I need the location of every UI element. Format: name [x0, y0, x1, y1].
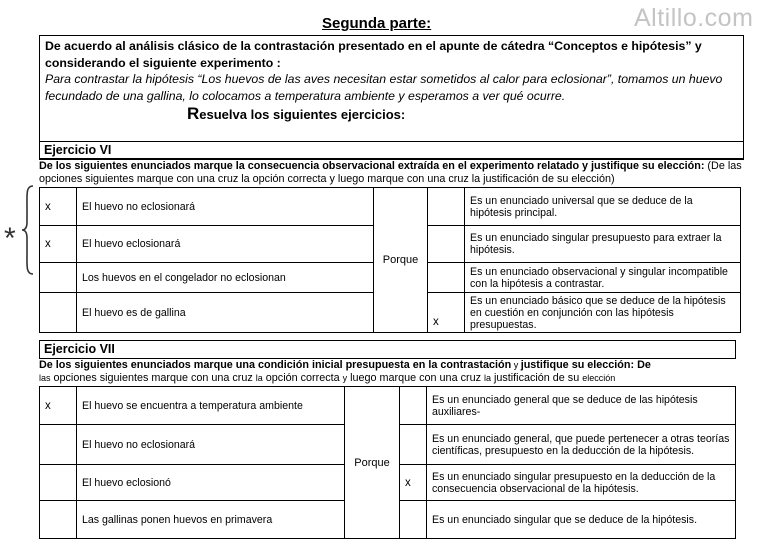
ex7-justification-mark[interactable]: x: [400, 465, 427, 501]
ex6-statement-rest: (De las opciones siguientes marque con una cruz la opción correcta y luego marque con una cruz la justificación de su elección): [39, 160, 742, 185]
ex7-option-mark[interactable]: [40, 465, 77, 501]
ex7-option-mark[interactable]: [40, 501, 77, 539]
ex7-option-text: El huevo no eclosionará: [77, 425, 345, 465]
ex7-porque: Porque: [345, 387, 400, 539]
ex7-s2i: elección: [582, 373, 616, 383]
ex7-s2f: luego marque con una cruz: [347, 372, 484, 384]
resuelva-text: esuelva los siguientes ejercicios:: [199, 107, 406, 122]
ex7-justification-mark[interactable]: [400, 501, 427, 539]
ex7-justification-text: Es un enunciado singular que se deduce de la hipótesis.: [427, 501, 736, 539]
ex7-s2e: y: [342, 373, 348, 383]
ex6-option-text: El huevo no eclosionará: [77, 188, 374, 226]
ex7-option-text: Las gallinas ponen huevos en primavera: [77, 501, 345, 539]
ex6-justification-text: Es un enunciado observacional y singular incompatible con la hipótesis a contrastar.: [465, 263, 741, 293]
ex7-statement-bold2: justifique su elección:: [520, 359, 635, 371]
ex7-justification-mark[interactable]: [400, 425, 427, 465]
ex6-option-text: El huevo es de gallina: [77, 293, 374, 333]
ex7-statement-bold: De los siguientes enunciados marque una condición inicial presupuesta en la contrastación: [39, 359, 512, 371]
ex6-justification-text: Es un enunciado básico que se deduce de la hipótesis en cuestión en conjunción con las hipótesis presupuestas.: [465, 293, 741, 333]
intro-experiment: Para contrastar la hipótesis “Los huevos de las aves necesitan estar sometidos al calor para eclosionar”, tomamos un huevo fecundado de una gallina, lo colocamos a temperatura ambiente y esperamos a ver qué ocurre.: [45, 72, 723, 103]
intro-instruction: De acuerdo al análisis clásico de la contrastación presentado en el apunte de cátedra “Conceptos e hipótesis” y considerando el siguiente experimento :: [45, 39, 702, 70]
ex6-justification-mark[interactable]: [428, 226, 465, 263]
curly-brace-mark: [20, 184, 36, 276]
ex6-option-text: El huevo eclosionará: [77, 226, 374, 263]
ex6-option-mark[interactable]: x: [40, 226, 77, 263]
ex7-s2a: las: [39, 373, 51, 383]
ex7-s2c: la: [255, 373, 263, 383]
ex6-justification-text: Es un enunciado universal que se deduce de la hipótesis principal.: [465, 188, 741, 226]
ex6-porque: Porque: [374, 188, 428, 333]
ex7-justification-mark[interactable]: [400, 387, 427, 425]
ex7-justification-text: Es un enunciado general, que puede pertenecer a otras teorías científicas, presupuesto en la deducción de la hipótesis.: [427, 425, 736, 465]
ex6-justification-text: Es un enunciado singular presupuesto para extraer la hipótesis.: [465, 226, 741, 263]
ex7-justification-text: Es un enunciado general que se deduce de las hipótesis auxiliares-: [427, 387, 736, 425]
ex7-statement: [39, 359, 774, 385]
ex6-statement-bold: De los siguientes enunciados marque la consecuencia observacional extraída en el experimento relatado y justifique su elección:: [39, 160, 705, 172]
ex6-justification-mark[interactable]: [428, 188, 465, 226]
ex6-justification-mark[interactable]: x: [428, 293, 465, 333]
ex7-option-mark[interactable]: [40, 425, 77, 465]
table-row: [40, 387, 736, 425]
ex6-option-mark[interactable]: [40, 263, 77, 293]
ex6-option-text: Los huevos en el congelador no eclosionan: [77, 263, 374, 293]
ex6-table: [39, 187, 741, 333]
ex6-statement: [39, 160, 769, 186]
resuelva-heading: [187, 106, 738, 124]
ex7-option-text: El huevo eclosionó: [77, 465, 345, 501]
ex7-s2b: opciones siguientes marque con una cruz: [50, 372, 256, 384]
ex7-option-mark[interactable]: x: [40, 387, 77, 425]
ex7-table: [39, 386, 736, 539]
ex6-title-box: [39, 141, 744, 160]
ex6-option-mark[interactable]: x: [40, 188, 77, 226]
table-row: [40, 188, 741, 226]
ex7-s2g: la: [483, 373, 491, 383]
ex7-s2h: justificación de su: [490, 372, 583, 384]
asterisk-note: *: [4, 222, 16, 255]
resuelva-initial: R: [187, 104, 200, 123]
ex7-s2d: opción correcta: [262, 372, 343, 384]
ex7-justification-text: Es un enunciado singular presupuesto en la deducción de la consecuencia observacional de la hipótesis.: [427, 465, 736, 501]
ex7-title-box: [39, 340, 736, 359]
ex6-title: Ejercicio VI: [44, 143, 112, 157]
ex7-title: Ejercicio VII: [44, 342, 115, 356]
ex6-option-mark[interactable]: [40, 293, 77, 333]
page-title: Segunda parte:: [322, 15, 432, 32]
watermark-logo: Altillo.com: [634, 4, 754, 32]
ex6-justification-mark[interactable]: [428, 263, 465, 293]
ex7-statement-and: y: [511, 360, 521, 370]
ex7-statement-de: De: [634, 359, 651, 371]
ex7-option-text: El huevo se encuentra a temperatura ambiente: [77, 387, 345, 425]
